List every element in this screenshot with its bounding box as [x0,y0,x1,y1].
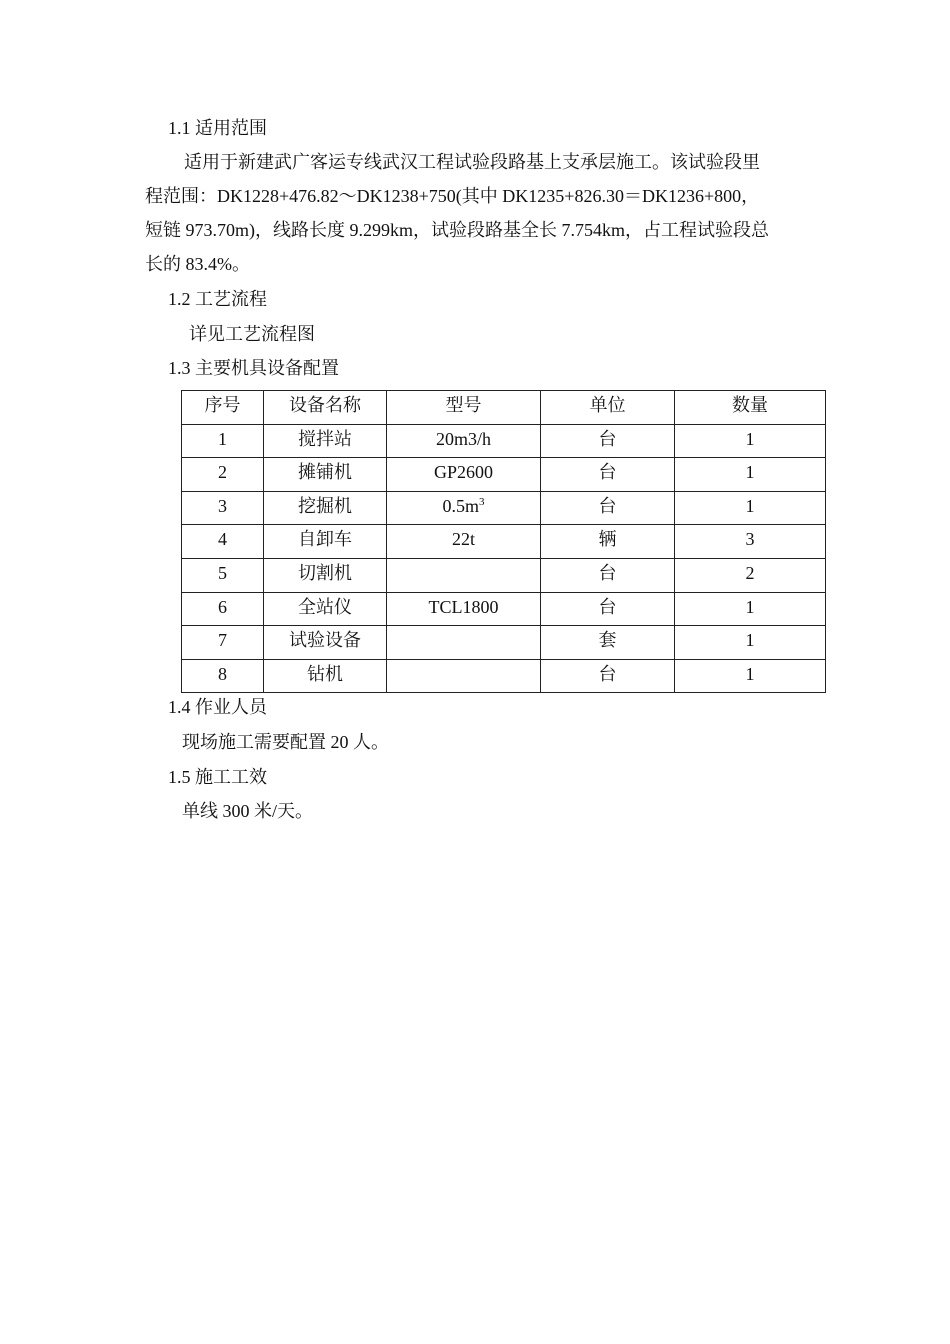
staffing-text: 现场施工需要配置 20 人。 [182,732,389,752]
process-text: 详见工艺流程图 [189,324,315,344]
cell-model: GP2600 [387,458,541,492]
cell-name: 摊铺机 [264,458,387,492]
cell-name: 钻机 [264,659,387,693]
cell-name: 试验设备 [264,626,387,660]
cell-model: $0.5m^3$ [387,491,541,525]
cell-unit: 套 [541,626,675,660]
cell-no: 7 [182,626,264,660]
cell-qty: 1 [675,659,826,693]
cell-model: 20m3/h [387,424,541,458]
cell-model: 22t [387,525,541,559]
cell-qty: 1 [675,424,826,458]
cell-model [387,558,541,592]
table-row [182,659,826,693]
cell-name: 切割机 [264,558,387,592]
section-heading-1-3: 1.3 主要机具设备配置 [168,358,339,378]
equipment-table [181,390,826,693]
cell-qty: 1 [675,491,826,525]
cell-unit: 台 [541,558,675,592]
cell-no: 3 [182,491,264,525]
cell-model: TCL1800 [387,592,541,626]
cell-no: 5 [182,558,264,592]
table-row [182,424,826,458]
table-row [182,558,826,592]
cell-no: 1 [182,424,264,458]
cell-no: 8 [182,659,264,693]
cell-unit: 台 [541,458,675,492]
header-qty: 数量 [675,391,826,425]
cell-qty: 3 [675,525,826,559]
header-unit: 单位 [541,391,675,425]
cell-qty: 2 [675,558,826,592]
section-heading-1-1: 1.1 适用范围 [168,118,267,138]
cell-name: 挖掘机 [264,491,387,525]
cell-qty: 1 [675,592,826,626]
header-name: 设备名称 [264,391,387,425]
table-header-row [182,391,826,425]
cell-unit: 辆 [541,525,675,559]
section-heading-1-2: 1.2 工艺流程 [168,289,267,309]
cell-name: 自卸车 [264,525,387,559]
cell-unit: 台 [541,592,675,626]
cell-name: 搅拌站 [264,424,387,458]
table-row [182,626,826,660]
table-row [182,458,826,492]
header-model: 型号 [387,391,541,425]
section-heading-1-5: 1.5 施工工效 [168,767,267,787]
cell-name: 全站仪 [264,592,387,626]
efficiency-text: 单线 300 米/天。 [182,801,314,821]
cell-unit: 台 [541,491,675,525]
scope-paragraph-line: 程范围：DK1228+476.82～DK1238+750(其中 DK1235+826.30＝DK1236+800， [145,186,760,206]
scope-paragraph-line: 短链 973.70m)，线路长度 9.299km，试验段路基全长 7.754km，占工程试验段总 [145,220,769,240]
cell-no: 6 [182,592,264,626]
section-heading-1-4: 1.4 作业人员 [168,697,267,717]
table-row [182,592,826,626]
scope-paragraph-line: 长的 83.4%。 [145,254,250,274]
scope-paragraph-line: 适用于新建武广客运专线武汉工程试验段路基上支承层施工。该试验段里 [184,152,760,172]
table-row [182,525,826,559]
cell-model [387,626,541,660]
cell-qty: 1 [675,626,826,660]
cell-no: 4 [182,525,264,559]
cell-unit: 台 [541,659,675,693]
cell-no: 2 [182,458,264,492]
cell-qty: 1 [675,458,826,492]
cell-model [387,659,541,693]
header-no: 序号 [182,391,264,425]
table-row [182,491,826,525]
cell-unit: 台 [541,424,675,458]
